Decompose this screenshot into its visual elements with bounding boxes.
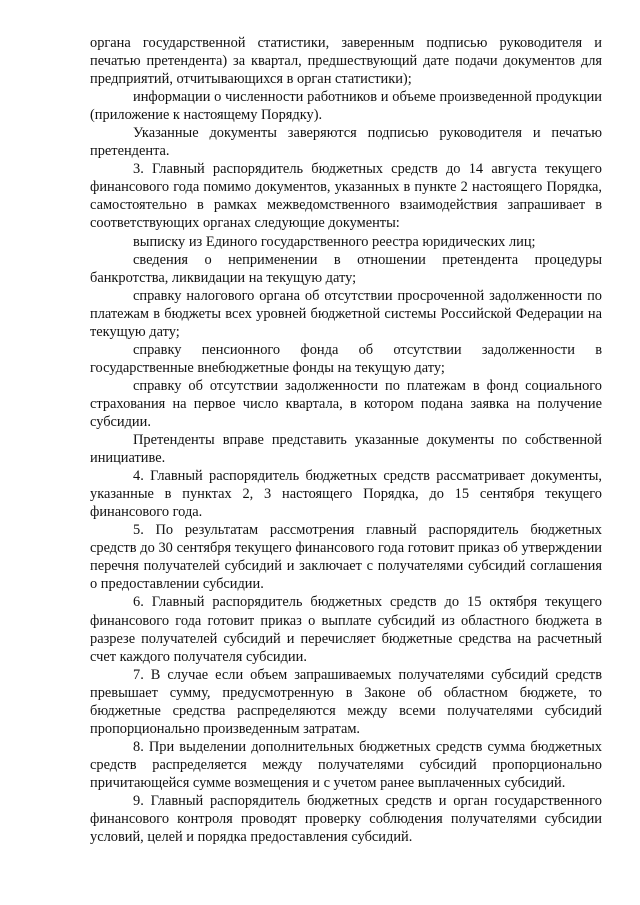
paragraph-item-4: 4. Главный распорядитель бюджетных средств рассматривает документы, указанные в пунктах 2, 3 настоящего Порядка, до 15 сентября текущего финансового года. xyxy=(90,468,602,521)
paragraph-item-5: 5. По результатам рассмотрения главный распорядитель бюджетных средств до 30 сентября текущего финансового года готовит приказ об утверждении перечня получателей субсидий и заключает с получателями субсидий соглашения о предоставлении субсидии. xyxy=(90,522,602,593)
document-body xyxy=(90,34,602,846)
paragraph-own-initiative: Претенденты вправе представить указанные документы по собственной инициативе. xyxy=(90,432,602,467)
paragraph-item-6: 6. Главный распорядитель бюджетных средств до 15 октября текущего финансового года готовит приказ о выплате субсидий из областного бюджета в разрезе получателей субсидий и перечисляет бюджетные средства на расчетный счет каждого получателя субсидии. xyxy=(90,594,602,665)
paragraph-registry-extract: выписку из Единого государственного реестра юридических лиц; xyxy=(133,233,536,250)
paragraph-continuation: органа государственной статистики, заверенным подписью руководителя и печатью претендента) за квартал, предшествующий дате подачи документов для предприятий, отчитывающихся в орган статистики); xyxy=(90,35,602,88)
paragraph-item-8: 8. При выделении дополнительных бюджетных средств сумма бюджетных средств распределяется между получателями субсидий пропорционально причитающейся сумме возмещения и с учетом ранее выплаченных субсидий. xyxy=(90,738,602,791)
paragraph-bankruptcy-info: сведения о неприменении в отношении претендента процедуры банкротства, ликвидации на текущую дату; xyxy=(90,251,602,286)
paragraph-tax-certificate: справку налогового органа об отсутствии просроченной задолженности по платежам в бюджеты всех уровней бюджетной системы Российской Федерации на текущую дату; xyxy=(90,287,602,340)
paragraph-item-9: 9. Главный распорядитель бюджетных средств и орган государственного финансового контроля проводят проверку соблюдения получателями субсидии условий, целей и порядка предоставления субсидий. xyxy=(90,792,602,846)
paragraph-social-insurance-certificate: справку об отсутствии задолженности по платежам в фонд социального страхования на первое число квартала, в котором подана заявка на получение субсидии. xyxy=(90,377,602,430)
paragraph-pension-certificate: справку пенсионного фонда об отсутствии задолженности в государственные внебюджетные фонды на текущую дату; xyxy=(90,341,602,376)
paragraph-employee-info: информации о численности работников и объеме произведенной продукции (приложение к настоящему Порядку). xyxy=(90,89,602,124)
paragraph-item-3: 3. Главный распорядитель бюджетных средств до 14 августа текущего финансового года помимо документов, указанных в пункте 2 настоящего Порядка, самостоятельно в рамках межведомственного взаимодействия запрашивает в соответствующих органах следующие документы: xyxy=(90,161,602,232)
paragraph-certification: Указанные документы заверяются подписью руководителя и печатью претендента. xyxy=(90,125,602,160)
paragraph-item-7: 7. В случае если объем запрашиваемых получателями субсидий средств превышает сумму, предусмотренную в Законе об областном бюджете, то бюджетные средства распределяются между всеми получателями субсидий пропорционально произведенным затратам. xyxy=(90,666,602,737)
